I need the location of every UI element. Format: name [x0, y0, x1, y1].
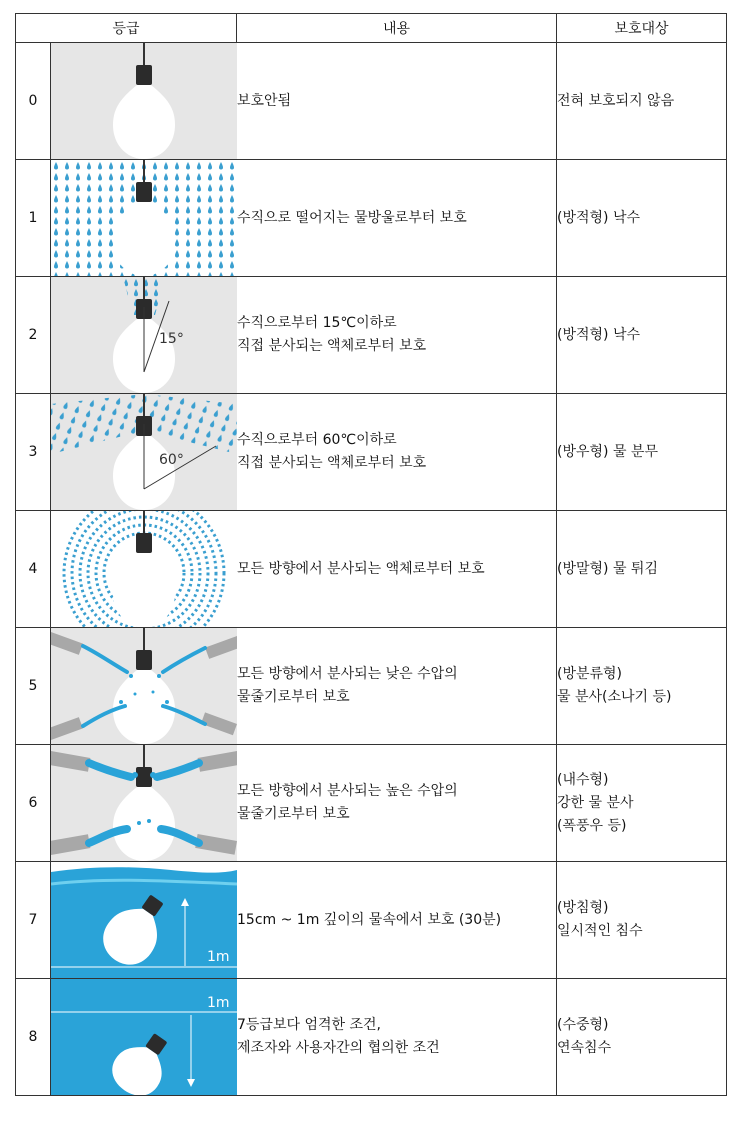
header-target: 보호대상 [557, 14, 727, 43]
table-row [16, 394, 727, 511]
illustration-cell [51, 862, 237, 979]
grade-cell: 8 [16, 979, 51, 1096]
description-line: 수직으로부터 60℃이하로 [237, 432, 397, 448]
target-line: (방분류형) [557, 666, 623, 682]
grade-cell: 2 [16, 277, 51, 394]
target-line: (내수형) [557, 771, 609, 788]
protection-target-cell [557, 43, 727, 160]
protection-target-cell [557, 628, 727, 745]
description-line: 모든 방향에서 분사되는 높은 수압의 [237, 783, 458, 799]
ip-rating-table [15, 13, 727, 1096]
table-header-row [16, 14, 727, 43]
depth-label: 1m [207, 949, 230, 965]
grade-cell: 4 [16, 511, 51, 628]
protection-target-cell [557, 160, 727, 277]
target-line: (방말형) 물 튀김 [557, 560, 658, 577]
illustration-cell [51, 511, 237, 628]
description-line: 직접 분사되는 액체로부터 보호 [237, 455, 427, 471]
illustration-cell [51, 277, 237, 394]
description-line: 15cm ~ 1m 깊이의 물속에서 보호 (30분) [237, 911, 502, 928]
illustration-cell [51, 745, 237, 862]
protection-target-cell [557, 511, 727, 628]
description-cell [237, 277, 557, 394]
table-row [16, 277, 727, 394]
target-line: 물 분사(소나기 등) [557, 689, 672, 705]
illustration-cell [51, 160, 237, 277]
grade-cell: 5 [16, 628, 51, 745]
target-line: 연속침수 [557, 1040, 612, 1056]
angle-label: 15° [159, 331, 184, 347]
bulb-15-degree-spray-icon [51, 277, 237, 393]
description-cell [237, 862, 557, 979]
target-line: (방침형) [557, 900, 609, 916]
description-line: 7등급보다 엄격한 조건, [237, 1017, 381, 1033]
target-line: (방적형) 낙수 [557, 326, 640, 343]
description-cell [237, 745, 557, 862]
bulb-no-protection-icon [51, 43, 237, 159]
target-line: 전혀 보호되지 않음 [557, 92, 675, 109]
table-row [16, 979, 727, 1096]
grade-cell: 7 [16, 862, 51, 979]
target-line: (폭풍우 등) [557, 817, 627, 834]
description-line: 보호안됨 [237, 92, 292, 109]
illustration-cell [51, 628, 237, 745]
description-line: 수직으로 떨어지는 물방울로부터 보호 [237, 209, 467, 226]
protection-target-cell [557, 862, 727, 979]
illustration-cell [51, 43, 237, 160]
illustration-cell [51, 979, 237, 1096]
grade-cell: 0 [16, 43, 51, 160]
target-line: 일시적인 침수 [557, 923, 643, 939]
bulb-temporary-immersion-icon [51, 862, 237, 978]
protection-target-cell [557, 745, 727, 862]
description-line: 수직으로부터 15℃이하로 [237, 315, 397, 331]
protection-target-cell [557, 277, 727, 394]
description-line: 제조자와 사용자간의 협의한 조건 [237, 1040, 440, 1056]
header-content: 내용 [237, 14, 557, 43]
description-cell [237, 43, 557, 160]
description-line: 물줄기로부터 보호 [237, 806, 350, 822]
angle-label: 60° [159, 452, 184, 468]
protection-target-cell [557, 394, 727, 511]
depth-label: 1m [207, 995, 230, 1011]
grade-cell: 3 [16, 394, 51, 511]
bulb-60-degree-spray-icon [51, 394, 237, 510]
target-line: (수중형) [557, 1017, 609, 1033]
description-line: 물줄기로부터 보호 [237, 689, 350, 705]
bulb-high-pressure-jet-icon [51, 745, 237, 861]
bulb-continuous-immersion-icon [51, 979, 237, 1095]
bulb-all-direction-splash-icon [51, 511, 237, 627]
grade-cell: 1 [16, 160, 51, 277]
description-line: 직접 분사되는 액체로부터 보호 [237, 338, 427, 354]
description-line: 모든 방향에서 분사되는 낮은 수압의 [237, 666, 458, 682]
description-line: 모든 방향에서 분사되는 액체로부터 보호 [237, 560, 485, 577]
grade-cell: 6 [16, 745, 51, 862]
description-cell [237, 160, 557, 277]
header-grade: 등급 [16, 14, 237, 43]
table-row [16, 43, 727, 160]
description-cell [237, 511, 557, 628]
table-row [16, 160, 727, 277]
illustration-cell [51, 394, 237, 511]
description-cell [237, 628, 557, 745]
table-row [16, 862, 727, 979]
target-line: 강한 물 분사 [557, 794, 634, 811]
table-row [16, 745, 727, 862]
target-line: (방적형) 낙수 [557, 209, 640, 226]
table-row [16, 628, 727, 745]
protection-target-cell [557, 979, 727, 1096]
description-cell [237, 979, 557, 1096]
table-row [16, 511, 727, 628]
description-cell [237, 394, 557, 511]
bulb-vertical-drops-icon [51, 160, 237, 276]
target-line: (방우형) 물 분무 [557, 443, 658, 460]
bulb-low-pressure-jet-icon [51, 628, 237, 744]
